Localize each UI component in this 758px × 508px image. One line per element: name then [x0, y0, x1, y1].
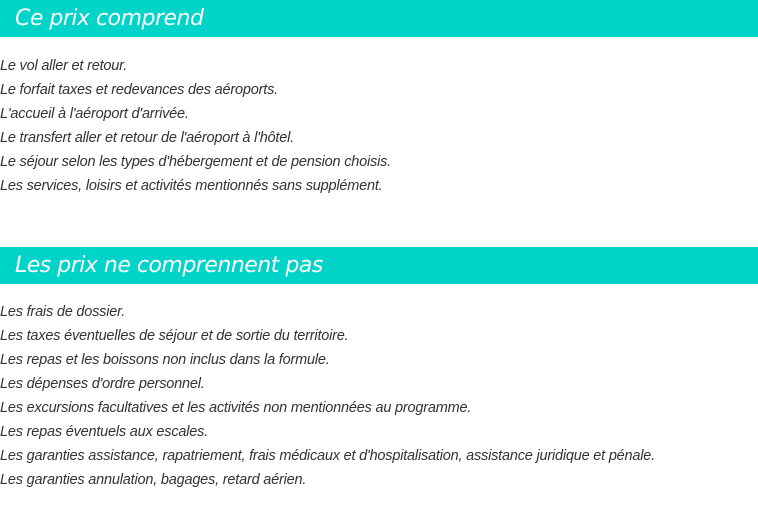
list-item: Le transfert aller et retour de l'aéroport à l'hôtel. — [0, 130, 294, 146]
price-excludes-header — [0, 247, 758, 284]
list-item: Le forfait taxes et redevances des aéroports. — [0, 82, 278, 98]
price-excludes-title: Les prix ne comprennent pas — [15, 253, 323, 278]
price-includes-title: Ce prix comprend — [15, 6, 204, 31]
price-excludes-list — [0, 300, 758, 492]
price-excludes-section — [0, 247, 758, 492]
list-item: Les repas éventuels aux escales. — [0, 424, 209, 440]
price-includes-list — [0, 54, 758, 198]
list-item: Les garanties assistance, rapatriement, frais médicaux et d'hospitalisation, assistance juridique et pénale. — [0, 448, 655, 464]
list-item: Les taxes éventuelles de séjour et de sortie du territoire. — [0, 328, 349, 344]
list-item: Le vol aller et retour. — [0, 58, 128, 74]
price-includes-section — [0, 0, 758, 198]
price-includes-header — [0, 0, 758, 37]
list-item: L'accueil à l'aéroport d'arrivée. — [0, 106, 189, 122]
list-item: Les garanties annulation, bagages, retard aérien. — [0, 472, 307, 488]
list-item: Les dépenses d'ordre personnel. — [0, 376, 205, 392]
list-item: Le séjour selon les types d'hébergement et de pension choisis. — [0, 154, 391, 170]
list-item: Les frais de dossier. — [0, 304, 126, 320]
list-item: Les services, loisirs et activités mentionnés sans supplément. — [0, 178, 383, 194]
list-item: Les repas et les boissons non inclus dans la formule. — [0, 352, 330, 368]
list-item: Les excursions facultatives et les activités non mentionnées au programme. — [0, 400, 472, 416]
